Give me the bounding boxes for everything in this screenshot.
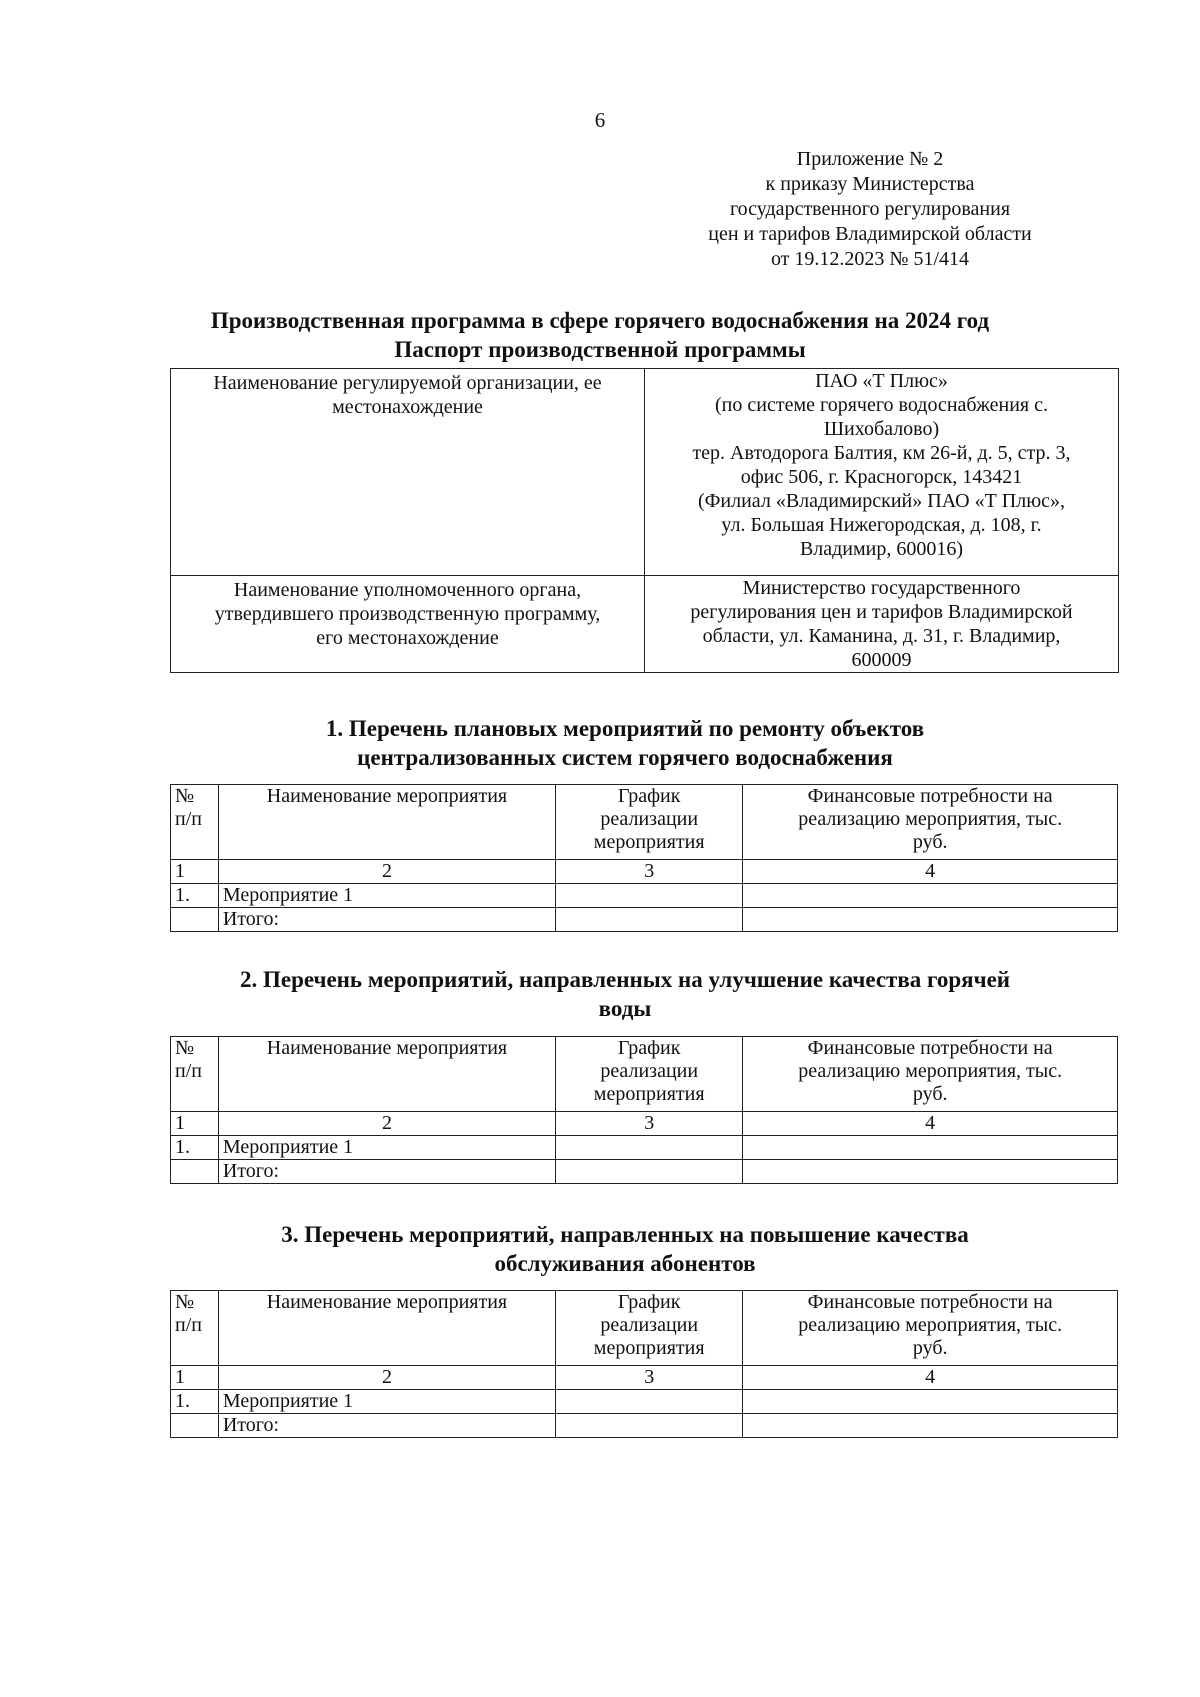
passport-table [170, 368, 1119, 673]
authority-label [171, 576, 645, 673]
value-line: ул. Большая Нижегородская, д. 108, г. [721, 514, 1042, 536]
section-title-line: 1. Перечень плановых мероприятий по ремонту объектов [325, 716, 925, 741]
appendix-line: цен и тарифов Владимирской области [708, 223, 1032, 245]
table-cell [556, 1390, 743, 1414]
header-text: График [617, 1291, 681, 1313]
header-text: руб. [912, 1083, 948, 1105]
table-cell: 3 [556, 860, 743, 884]
table-cell [556, 908, 743, 932]
header-text: реализацию мероприятия, тыс. [798, 808, 1063, 830]
header-number [171, 1291, 219, 1366]
table-cell: 2 [218, 860, 555, 884]
header-number [171, 785, 219, 860]
value-line: Владимир, 600016) [799, 538, 964, 560]
table-cell: 1 [171, 860, 219, 884]
section-2-table [170, 1036, 1118, 1184]
header-text: реализации [600, 1314, 699, 1336]
table-row [171, 1136, 1118, 1160]
table-cell: Мероприятие 1 [218, 1136, 555, 1160]
table-cell: 1 [171, 1366, 219, 1390]
header-text: реализации [600, 1060, 699, 1082]
value-line: (Филиал «Владимирский» ПАО «Т Плюс», [697, 490, 1066, 512]
table-row [171, 1390, 1118, 1414]
value-line: Министерство государственного [742, 577, 1021, 599]
document-title [100, 306, 1100, 364]
section-3-title [130, 1220, 1120, 1278]
appendix-line: к приказу Министерства [765, 173, 975, 195]
header-financial-needs [743, 1037, 1118, 1112]
table-cell: 2 [218, 1366, 555, 1390]
value-line: (по системе горячего водоснабжения с. [715, 394, 1048, 416]
appendix-line: Приложение № 2 [796, 148, 944, 170]
table-cell: Мероприятие 1 [218, 1390, 555, 1414]
header-text: мероприятия [593, 1337, 705, 1359]
table-cell [743, 1390, 1118, 1414]
header-text: № [175, 1291, 195, 1313]
header-schedule [556, 785, 743, 860]
organization-value [645, 369, 1119, 576]
subtitle-line: Паспорт производственной программы [394, 337, 806, 362]
table-row [171, 884, 1118, 908]
table-cell [556, 1414, 743, 1438]
table-cell: 3 [556, 1366, 743, 1390]
column-number-row [171, 1112, 1118, 1136]
table-cell [743, 1136, 1118, 1160]
total-row [171, 908, 1118, 932]
header-schedule [556, 1291, 743, 1366]
header-financial-needs [743, 1291, 1118, 1366]
table-cell: Мероприятие 1 [218, 884, 555, 908]
label-line: утвердившего производственную программу, [214, 603, 601, 625]
table-cell: 3 [556, 1112, 743, 1136]
total-row [171, 1160, 1118, 1184]
section-title-line: централизованных систем горячего водоснабжения [357, 745, 893, 770]
section-title-line: обслуживания абонентов [494, 1251, 756, 1276]
authority-value [645, 576, 1119, 673]
table-cell [556, 1136, 743, 1160]
label-line: его местонахождение [316, 627, 499, 649]
table-header-row [171, 1037, 1118, 1112]
header-event-name: Наименование мероприятия [218, 785, 555, 860]
header-text: № [175, 785, 195, 807]
column-number-row [171, 1366, 1118, 1390]
header-schedule [556, 1037, 743, 1112]
value-line: регулирования цен и тарифов Владимирской [690, 601, 1073, 623]
header-text: п/п [175, 808, 202, 830]
table-cell [171, 1414, 219, 1438]
table-cell [743, 884, 1118, 908]
section-2-title [130, 965, 1120, 1023]
table-cell: 4 [743, 860, 1118, 884]
header-event-name: Наименование мероприятия [218, 1037, 555, 1112]
value-line: ПАО «Т Плюс» [815, 370, 948, 392]
table-cell: Итого: [218, 1414, 555, 1438]
table-cell [171, 908, 219, 932]
section-1-table [170, 784, 1118, 932]
value-line: 600009 [851, 649, 912, 671]
table-cell [171, 1160, 219, 1184]
section-3-table [170, 1290, 1118, 1438]
section-title-line: воды [598, 996, 652, 1021]
header-text: реализацию мероприятия, тыс. [798, 1060, 1063, 1082]
table-cell: 1 [171, 1112, 219, 1136]
header-financial-needs [743, 785, 1118, 860]
section-title-line: 3. Перечень мероприятий, направленных на повышение качества [281, 1222, 969, 1247]
label-line: Наименование уполномоченного органа, [233, 579, 582, 601]
header-text: п/п [175, 1060, 202, 1082]
table-cell: 2 [218, 1112, 555, 1136]
table-cell [556, 884, 743, 908]
table-header-row [171, 785, 1118, 860]
header-text: № [175, 1037, 195, 1059]
header-event-name: Наименование мероприятия [218, 1291, 555, 1366]
passport-row-authority [171, 576, 1119, 673]
table-cell [743, 908, 1118, 932]
section-1-title [130, 714, 1120, 772]
organization-label: Наименование регулируемой организации, ее местонахождение [171, 369, 645, 576]
value-line: офис 506, г. Красногорск, 143421 [740, 466, 1023, 488]
total-row [171, 1414, 1118, 1438]
header-text: Финансовые потребности на [807, 1037, 1053, 1059]
title-line: Производственная программа в сфере горячего водоснабжения на 2024 год [210, 308, 990, 333]
table-cell [556, 1160, 743, 1184]
value-line: Шихобалово) [823, 418, 940, 440]
header-text: реализацию мероприятия, тыс. [798, 1314, 1063, 1336]
value-line: тер. Автодорога Балтия, км 26-й, д. 5, стр. 3, [692, 442, 1071, 464]
header-text: мероприятия [593, 1083, 705, 1105]
header-text: мероприятия [593, 831, 705, 853]
table-cell [743, 1160, 1118, 1184]
header-text: График [617, 785, 681, 807]
header-text: реализации [600, 808, 699, 830]
header-text: руб. [912, 1337, 948, 1359]
table-cell [743, 1414, 1118, 1438]
header-number [171, 1037, 219, 1112]
header-text: Финансовые потребности на [807, 785, 1053, 807]
table-cell: Итого: [218, 1160, 555, 1184]
table-cell: 4 [743, 1366, 1118, 1390]
header-text: График [617, 1037, 681, 1059]
table-cell: Итого: [218, 908, 555, 932]
column-number-row [171, 860, 1118, 884]
appendix-note [680, 147, 1060, 272]
table-cell: 1. [171, 1136, 219, 1160]
header-text: Финансовые потребности на [807, 1291, 1053, 1313]
table-cell: 1. [171, 1390, 219, 1414]
table-cell: 1. [171, 884, 219, 908]
value-line: области, ул. Каманина, д. 31, г. Владимир, [702, 625, 1061, 647]
header-text: руб. [912, 831, 948, 853]
passport-row-organization [171, 369, 1119, 576]
page-number: 6 [594, 108, 606, 132]
section-title-line: 2. Перечень мероприятий, направленных на улучшение качества горячей [239, 967, 1011, 992]
table-header-row [171, 1291, 1118, 1366]
appendix-line: от 19.12.2023 № 51/414 [770, 248, 970, 270]
appendix-line: государственного регулирования [729, 198, 1011, 220]
header-text: п/п [175, 1314, 202, 1336]
table-cell: 4 [743, 1112, 1118, 1136]
